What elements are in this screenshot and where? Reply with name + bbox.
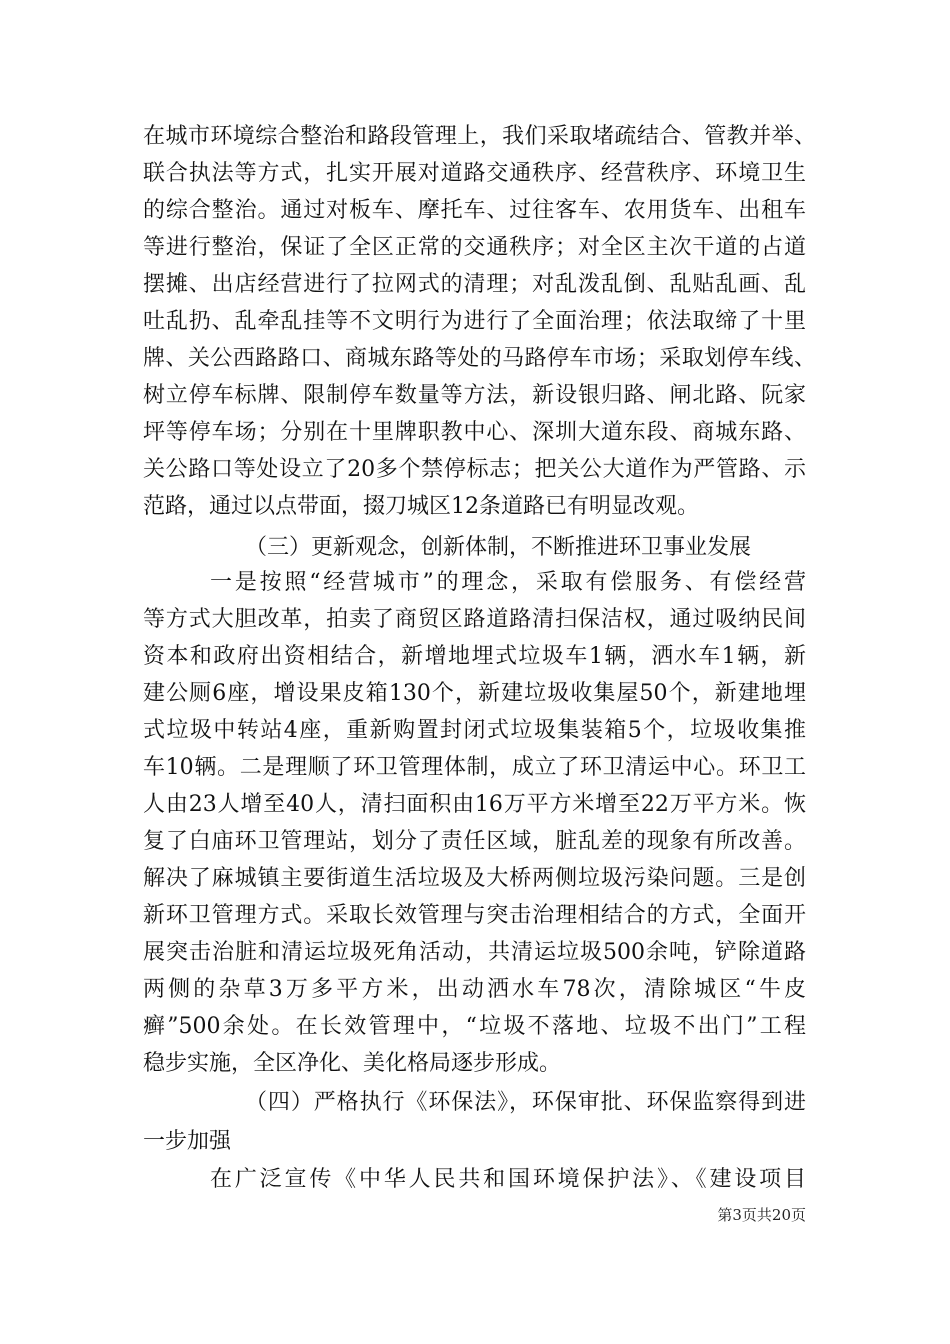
paragraph-line: 一是按照“经营城市”的理念，采取有偿服务、有偿经营: [210, 570, 806, 595]
paragraph-line: 等进行整治，保证了全区正常的交通秩序；对全区主次干道的占道: [143, 235, 806, 260]
paragraph-line: 牌、关公西路路口、商城东路等处的马路停车市场；采取划停车线、: [143, 346, 816, 371]
paragraph-line: 的综合整治。通过对板车、摩托车、过往客车、农用货车、出租车: [143, 198, 806, 223]
paragraph-line: 车10辆。二是理顺了环卫管理体制，成立了环卫清运中心。环卫工: [143, 755, 806, 780]
paragraph-line: 等方式大胆改革，拍卖了商贸区路道路清扫保洁权，通过吸纳民间: [143, 607, 806, 632]
paragraph-line: 稳步实施，全区净化、美化格局逐步形成。: [143, 1051, 562, 1076]
paragraph-line: 在广泛宣传《中华人民共和国环境保护法》、《建设项目: [210, 1167, 806, 1192]
paragraph-line: 资本和政府出资相结合，新增地埋式垃圾车1辆，洒水车1辆，新: [143, 644, 806, 669]
section-heading: （三）更新观念，创新体制，不断推进环卫事业发展: [245, 535, 752, 560]
paragraph-line: 吐乱扔、乱牵乱挂等不文明行为进行了全面治理；依法取缔了十里: [143, 309, 806, 334]
paragraph-line: 坪等停车场；分别在十里牌职教中心、深圳大道东段、商城东路、: [143, 420, 806, 445]
paragraph-line: 展突击治脏和清运垃圾死角活动，共清运垃圾500余吨，铲除道路: [143, 940, 806, 965]
paragraph-line: 人由23人增至40人，清扫面积由16万平方米增至22万平方米。恢: [143, 792, 806, 817]
paragraph-line: 关公路口等处设立了20多个禁停标志；把关公大道作为严管路、示: [143, 457, 806, 482]
paragraph-line: 摆摊、出店经营进行了拉网式的清理；对乱泼乱倒、乱贴乱画、乱: [143, 272, 806, 297]
paragraph-line: 在城市环境综合整治和路段管理上，我们采取堵疏结合、管教并举、: [143, 124, 816, 149]
page-number-footer: 第3页共20页: [717, 1206, 806, 1224]
paragraph-line: 两侧的杂草3万多平方米，出动洒水车78次，清除城区“牛皮: [143, 977, 806, 1002]
paragraph-line: 癣”500余处。在长效管理中，“垃圾不落地、垃圾不出门”工程: [143, 1014, 806, 1039]
paragraph-line: 树立停车标牌、限制停车数量等方法，新设银归路、闸北路、阮家: [143, 383, 806, 408]
paragraph-line: 式垃圾中转站4座，重新购置封闭式垃圾集装箱5个，垃圾收集推: [143, 718, 806, 743]
paragraph-line: 一步加强: [143, 1129, 232, 1154]
paragraph-line: 范路，通过以点带面，掇刀城区12条道路已有明显改观。: [143, 494, 699, 519]
paragraph-line: 联合执法等方式，扎实开展对道路交通秩序、经营秩序、环境卫生: [143, 161, 806, 186]
section-heading: （四）严格执行《环保法》，环保审批、环保监察得到进: [245, 1090, 806, 1115]
paragraph-line: 复了白庙环卫管理站，划分了责任区域，脏乱差的现象有所改善。: [143, 829, 806, 854]
paragraph-line: 建公厕6座，增设果皮箱130个，新建垃圾收集屋50个，新建地埋: [143, 681, 806, 706]
paragraph-line: 新环卫管理方式。采取长效管理与突击治理相结合的方式，全面开: [143, 903, 806, 928]
paragraph-line: 解决了麻城镇主要街道生活垃圾及大桥两侧垃圾污染问题。三是创: [143, 866, 806, 891]
